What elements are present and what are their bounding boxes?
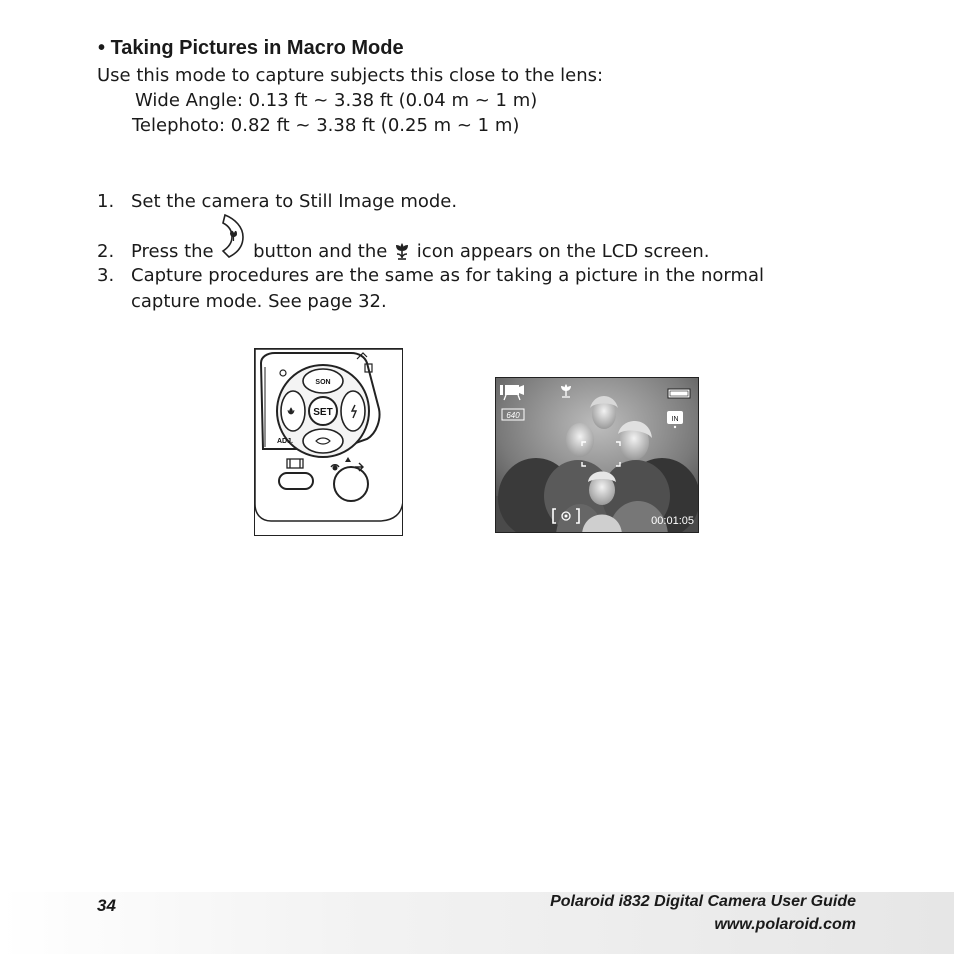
step-text: Set the camera to Still Image mode. <box>131 191 458 212</box>
step-text: button and the <box>253 241 388 262</box>
guide-title: Polaroid i832 Digital Camera User Guide <box>550 893 856 910</box>
wide-angle-range: Wide Angle: 0.13 ft ~ 3.38 ft (0.04 m ~ 1 m) <box>135 90 538 111</box>
resolution-label: 640 <box>506 411 520 420</box>
heading-bullet: • <box>98 37 106 59</box>
website-url: www.polaroid.com <box>714 916 856 933</box>
step-number: 2. <box>97 241 115 262</box>
step-number: 3. <box>97 265 115 286</box>
telephoto-range: Telephoto: 0.82 ft ~ 3.38 ft (0.25 m ~ 1 m) <box>132 115 520 136</box>
step-text: Capture procedures are the same as for taking a picture in the normal <box>131 265 765 286</box>
set-button-label: SET <box>313 407 333 418</box>
intro-text: Use this mode to capture subjects this close to the lens: <box>97 65 604 86</box>
recording-timer: 00:01:05 <box>651 515 694 527</box>
step-1 <box>97 190 457 214</box>
page-number: 34 <box>97 896 116 915</box>
step-3 <box>97 264 764 288</box>
macro-button-icon <box>219 239 247 266</box>
lcd-screen-illustration <box>495 377 699 533</box>
step-text: icon appears on the LCD screen. <box>416 241 710 262</box>
adj-label: ADJ. <box>277 438 293 445</box>
memory-label: IN <box>671 416 679 423</box>
section-heading <box>98 37 404 60</box>
step-number: 1. <box>97 191 115 212</box>
step-3-continued: capture mode. See page 32. <box>131 291 387 312</box>
step-text: Press the <box>131 241 214 262</box>
heading-title: Taking Pictures in Macro Mode <box>110 37 404 59</box>
camera-back-illustration <box>254 348 403 536</box>
son-button-label: SON <box>315 379 331 386</box>
